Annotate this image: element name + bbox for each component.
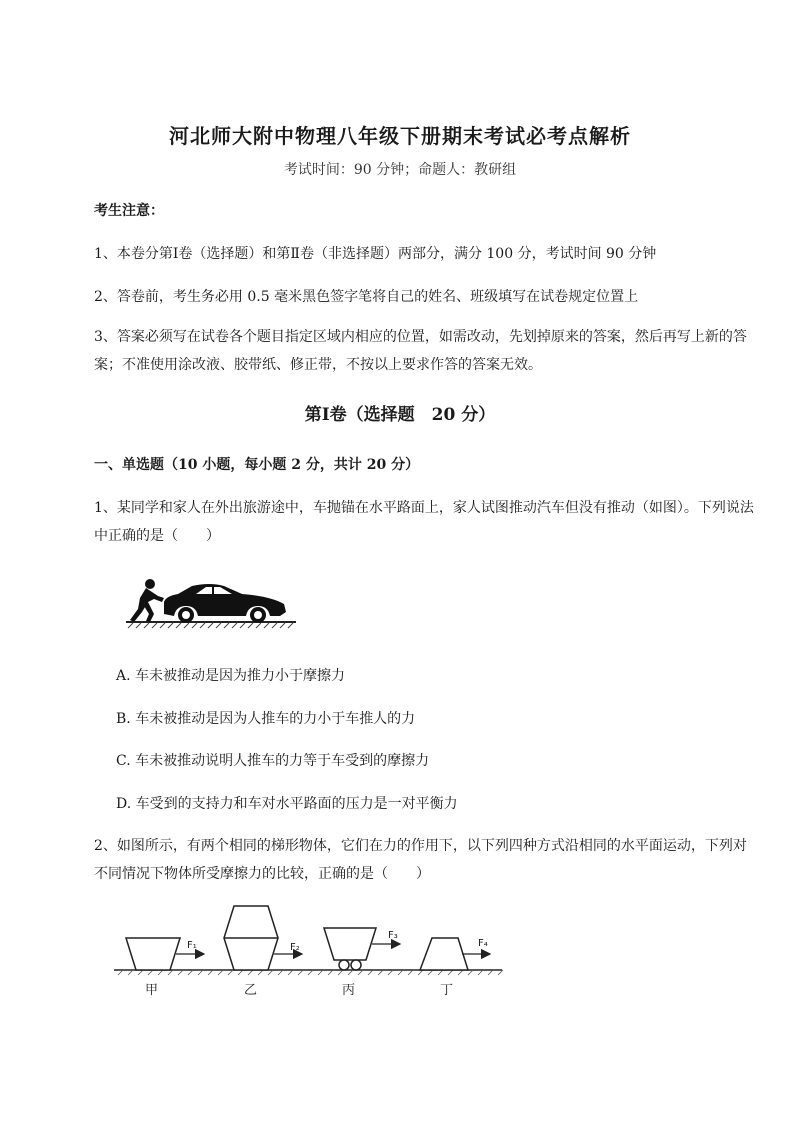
- person-pushing: [130, 579, 164, 622]
- q1-option-c: C. 车未被推动说明人推车的力等于车受到的摩擦力: [116, 753, 430, 769]
- question-2-stem: 2、如图所示，有两个相同的梯形物体，它们在力的作用下，以下列四种方式沿相同的水平面运动，下列对不同情况下物体所受摩擦力的比较，正确的是（ ）: [94, 838, 747, 882]
- page-title: 河北师大附中物理八年级下册期末考试必考点解析: [169, 124, 631, 148]
- notes-heading: 考生注意：: [94, 203, 164, 219]
- case-label-bing: 丙: [342, 983, 356, 998]
- car-push-figure: [120, 572, 300, 632]
- force-label-f1: F₁: [187, 940, 197, 951]
- case-ding: [420, 938, 490, 998]
- question-1-stem: 1、某同学和家人在外出旅游途中，车抛锚在水平路面上，家人试图推动汽车但没有推动（如图）。下列说法中正确的是（ ）: [94, 500, 754, 544]
- force-label-f2: F₂: [290, 942, 300, 953]
- case-label-yi: 乙: [244, 983, 258, 998]
- force-label-f4: F₄: [478, 938, 488, 949]
- force-label-f3: F₃: [388, 930, 398, 941]
- case-jia: [126, 938, 204, 998]
- ground-hatch: [126, 622, 296, 628]
- case-label-jia: 甲: [145, 983, 159, 998]
- exam-info: 考试时间：90 分钟；命题人：教研组: [283, 162, 517, 178]
- q1-option-d: D. 车受到的支持力和车对水平路面的压力是一对平衡力: [116, 796, 458, 812]
- note-item-3: 3、答案必须写在试卷各个题目指定区域内相应的位置，如需改动，先划掉原来的答案，然后再写上新的答案；不准使用涂改液、胶带纸、修正带，不按以上要求作答的答案无效。: [94, 329, 747, 373]
- case-yi: [224, 906, 302, 998]
- case-bing: [324, 928, 400, 998]
- section-title: 第Ⅰ卷（选择题 20 分）: [304, 405, 496, 425]
- note-item-2: 2、答卷前，考生务必用 0.5 毫米黑色签字笔将自己的姓名、班级填写在试卷规定位置上: [94, 289, 639, 305]
- trapezoid-friction-figure: [110, 898, 510, 1002]
- q1-option-b: B. 车未被推动是因为人推车的力小于车推人的力: [116, 711, 416, 727]
- note-item-1: 1、本卷分第Ⅰ卷（选择题）和第Ⅱ卷（非选择题）两部分，满分 100 分，考试时间 90 分钟: [94, 246, 657, 262]
- case-label-ding: 丁: [440, 983, 454, 998]
- car: [164, 584, 286, 623]
- q1-option-a: A. 车未被推动是因为推力小于摩擦力: [116, 668, 346, 684]
- part-title: 一、单选题（10 小题，每小题 2 分，共计 20 分）: [94, 457, 420, 473]
